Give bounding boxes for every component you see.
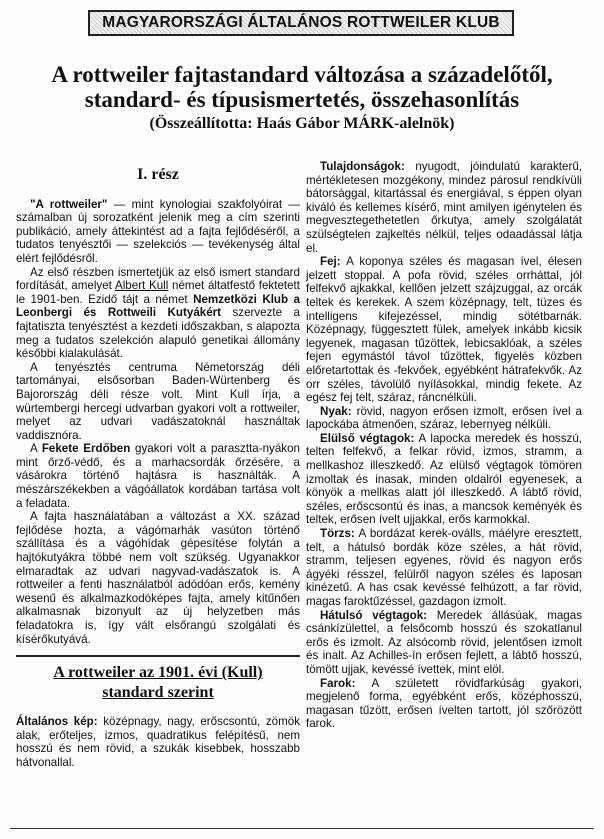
title-line-2: standard- és típusismertetés, összehasonlítás: [84, 87, 520, 112]
paragraph-head: [306, 255, 582, 405]
front-label: Elülső végtagok:: [320, 431, 415, 445]
page-bottom-rule: [10, 828, 594, 829]
p4-text-b: gyakori volt a parasztta-nyákon mint őrző-védő, és a marhacsordák őrzésére, a vásárokra történő hajtásra is használták. A mészárszékekben a vágóállatok kordában tartása volt a feladata.: [16, 442, 300, 510]
article-title: [14, 62, 590, 112]
neck-label: Nyak:: [320, 404, 352, 418]
head-text: A koponya széles és magasan ível, élesen jelzett stoppal. A pofa rövid, széles orrháttal, jól felfekvő ajkakkal, kellően jelzett szájzuggal, az orcák teltek és kerekek. A szem középnagy, telt, tüzes és intelligens kifejezéssel, mindig sötétbarnák. Középnagy, függesztett fülek, amelyek inkább kicsik legyenek, magasan tűzöttek, lebicsaklóak, a széles fejen egymástól távol tűzöttek, figyelés közben előretartottak és -fekvőek, egyébként hátrafekvők. Az orr széles, távolülő nyílásokkal, mindig fekete. Az egész fej telt, száraz, ráncnélküli.: [306, 255, 582, 405]
tail-label: Farok:: [320, 676, 356, 690]
paragraph-torso: [306, 527, 582, 609]
paragraph-5: A fajta használatában a változást a XX. század fejlődése hozta, a vágómarhák vasúton történő szállítása és a vágóhídak gépesítése folytán a hajtókutyákra többé nem volt szükség. Ugyanakkor elmaradtak az udvari nagyvad-vadászatok is. A rottweiler a fenti használatból adódóan erős, kemény wesenű és alkalmazkodóképes fajta, amely kitűnően alkalmasnak bizonyult az új helyzetben más feladatokra is, így vált elsőrangú szolgálati és kísérőkutyává.: [16, 510, 300, 646]
paragraph-2: [16, 266, 300, 361]
club-banner: [88, 10, 514, 36]
p2-text-a: Az első részben ismertetjük az első ismert standard fordítását, amelyet: [16, 265, 300, 293]
traits-label: Tulajdonságok:: [320, 160, 405, 173]
part-heading: I. rész: [137, 166, 179, 183]
section-heading: [16, 663, 300, 703]
general-text: középnagy, nagy, erőscsontú, zömök alak, erőteljes, izmos, quadratikus felépítésű, nem hosszú és nem rövid, a szukák kisebbek, hosszabb hátvonallal.: [16, 715, 301, 769]
p4-bold: Fekete Erdőben: [41, 442, 131, 456]
p4-text-a: A: [30, 442, 42, 456]
rear-text: Meredek állásúak, magas csánkízülettel, a felsőcomb hosszú és szokatlanul erős és izmolt. Az alsócomb rövid, jelentősen izmolt és inalt. Az Achilles-ín erősen fejlett, a lábtő hosszú, tömött ujjak, kevéssé ívettek, mint elöl.: [306, 608, 583, 676]
general-label: Általános kép:: [16, 715, 98, 729]
right-column: [306, 160, 582, 731]
paragraph-tail: [306, 677, 582, 731]
banner-text: MAGYARORSZÁGI ÁLTALÁNOS ROTTWEILER KLUB: [102, 14, 500, 31]
paragraph-traits: [306, 160, 582, 255]
left-column: [16, 168, 300, 770]
neck-text: rövid, nagyon erősen izmolt, erősen ível a lapockába átmenően, száraz, lebernyeg nélküli.: [306, 404, 582, 432]
section-divider: [16, 655, 300, 657]
paragraph-neck: [306, 405, 582, 432]
torso-text: A bordázat kerek-oválls, máélyre eresztett, telt, a hátulsó bordák köze széles, a hát rövid, stramm, teljesen egyenes, rövid és nagyon erős ágyéki résszel, felülről nagyon széles és laposan kinézetű. A has csak kevéssé felhúzott, a far rövid, magas faroktűzéssel, gazdagon izmolt.: [306, 527, 582, 608]
section-heading-line-2: standard szerint: [102, 684, 214, 702]
section-heading-line-1: A rottweiler az 1901. évi (Kull): [53, 664, 263, 682]
front-text: A lapockа meredek és hosszú, telten felfekvő, a felkar rövid, izmos, stramm, a mellkashoz illeszkedő. Az elülső végtagok tömören izmoltak és inasak, minden oldalról egyenesek, a könyök a mellkas alatt jól illeszkedő. A lábtő rövid, széles, erőscsontú és inas, a mancsok keményék és teltek, erősen ívelt ujjakkal, erős karmokkal.: [306, 431, 582, 527]
article-subtitle: (Összeállította: Haás Gábor MÁRK-alelnök): [149, 115, 455, 132]
paragraph-intro: [16, 198, 300, 266]
intro-text: — mint kynologiai szakfolyóirat — számalban új sorozatként jelenik meg a cím szerinti publikáció, amely áttekintést ad a fajta fejlődéséről, a tudatos tenyésztői — szelekciós — tevékenység által elért fejlődésről.: [16, 197, 300, 265]
rear-label: Hátulsó végtagok:: [320, 608, 428, 622]
tail-text: A született rövidfarkúság gyakori, megjelenő forma, egyébként erős, középhosszú, magasan tűzött, erősen ívelten tartott, jól szőrözött farok.: [306, 676, 582, 731]
paragraph-rear-limbs: [306, 609, 582, 677]
title-line-1: A rottweiler fajtastandard változása a századelőtől,: [51, 62, 553, 87]
paragraph-3: A tenyésztés centruma Németország déli tartományai, elsősorban Baden-Würtenberg és Bajorország déli része volt. Mint Kull írja, a würtembergi hercegi udvarban gyakori volt a rottweiler, melyet az udvari vadászatoknál használtak vaddisznóra.: [16, 360, 300, 442]
paragraph-front-limbs: [306, 432, 582, 527]
intro-bold: "A rottweiler": [30, 197, 108, 211]
p2-text-b: német áltatfestő fektetett le 1901-ben. Ezidő tájt a német: [16, 279, 301, 306]
p2-name: Albert Kull: [114, 279, 169, 293]
paragraph-general: [16, 715, 300, 769]
p2-bold: Nemzetközi Klub a Leonbergi és Rottweili Kutyákért: [16, 292, 300, 320]
p2-text-c: szervezte a fajtatiszta tenyésztést a kezdeti időszakban, s alapozta meg a tudatos szelekción alapuló genetikai állomány későbbi kialakulását.: [16, 306, 300, 361]
torso-label: Törzs:: [320, 527, 355, 541]
head-label: Fej:: [320, 255, 341, 269]
traits-text: nyugodt, jóindulatú karakterű, mértékletesen mozgékony, mindez párosul rendkívüli bátorsággal, kitartással és energiával, s éppen olyan kiváló és kellemes kísérő, mint amilyen igénytelen és megvesztegethetetlen őrkutya, amely szolgálatát szülségtelen zajkeltés nélkül, teljes odaadással látja el.: [306, 160, 582, 255]
paragraph-4: [16, 442, 300, 510]
